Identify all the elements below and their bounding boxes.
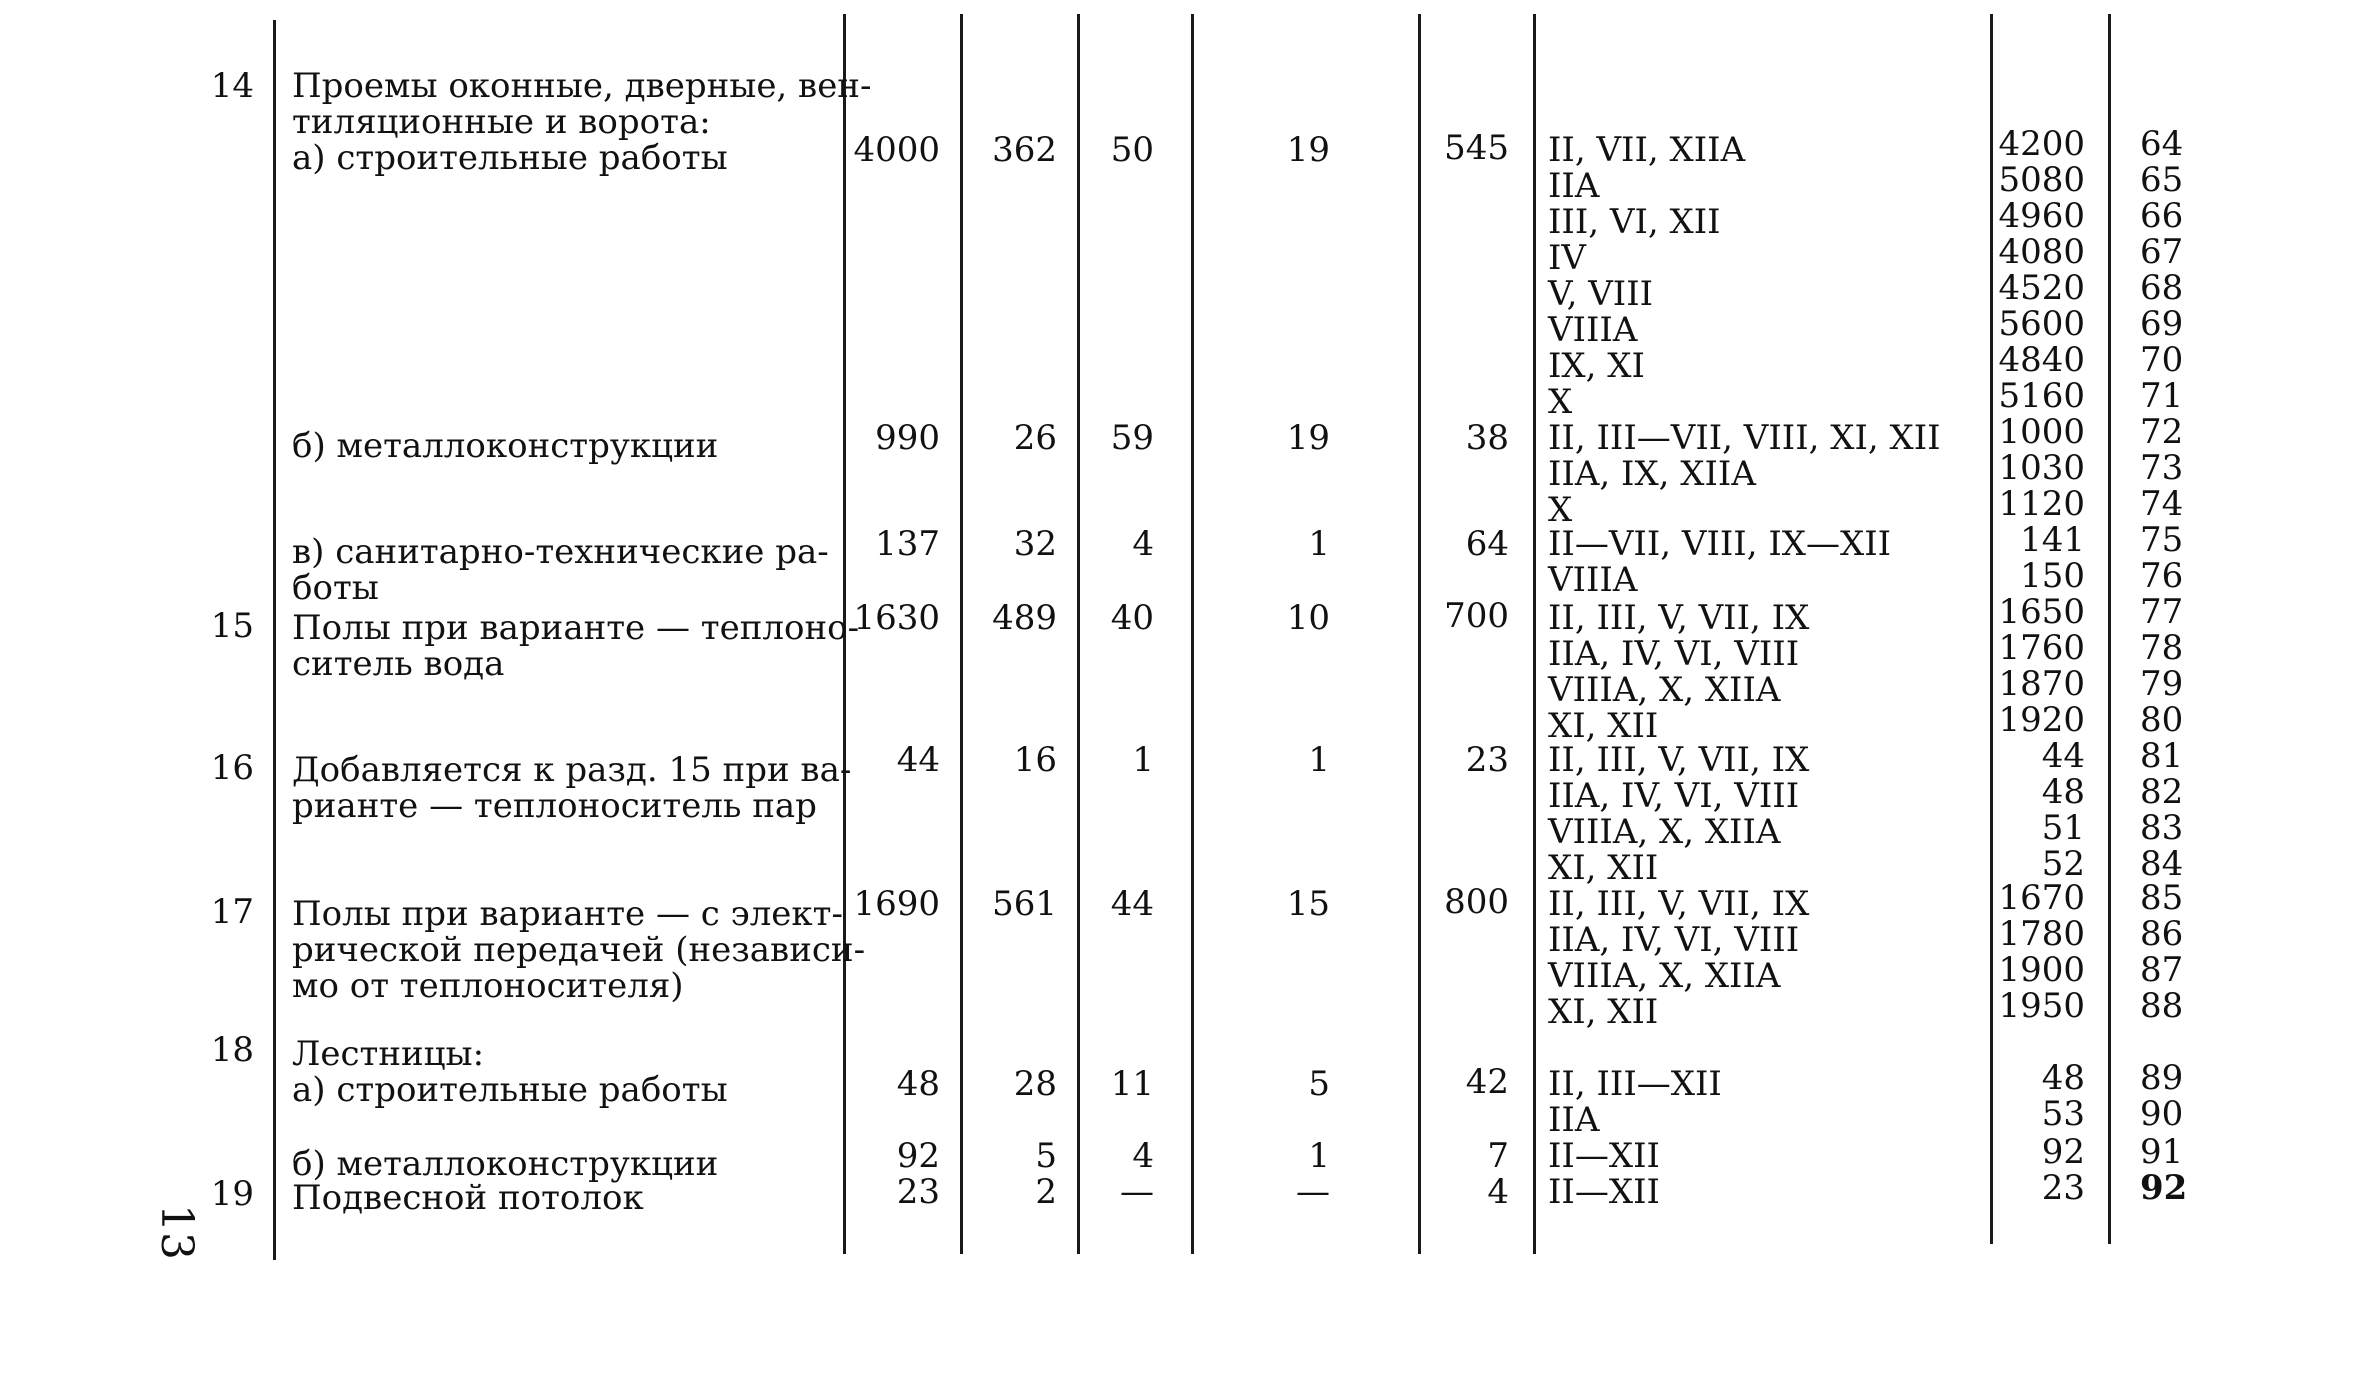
cell-col2: 32 [1013,524,1057,564]
cell-refs: 91 [2140,1132,2184,1172]
cell-col5: 64 [1465,524,1509,564]
cell-col1: 44 [896,740,940,780]
cell-types: II, III, V, VII, IX IIA, IV, VI, VIII VIIIA, X, XIIA XI, XII [1548,598,1810,746]
row-number: 19 [210,1174,254,1214]
cell-refs: 64 65 66 67 68 69 70 71 [2140,124,2184,416]
row-number: 17 [210,892,254,932]
cell-types: II, III, V, VII, IX IIA, IV, VI, VIII VIIIA, X, XIIA XI, XII [1548,884,1810,1032]
cell-col3: 4 [1132,1136,1154,1176]
row-description: Полы при варианте — теплоно- ситель вода [292,608,860,684]
cell-col2: 362 [992,130,1057,170]
row-description: Полы при варианте — с элект- рической передачей (независи- мо от теплоносителя) [292,894,866,1006]
cell-values: 141 150 [2020,520,2085,596]
cell-col2: 26 [1013,418,1057,458]
row-description: Лестницы: а) строительные работы [292,1034,728,1110]
cell-col5: 42 [1465,1062,1509,1102]
cell-col1: 137 [875,524,940,564]
cell-col3: — [1120,1172,1154,1212]
cell-col4: 10 [1286,598,1330,638]
cell-types: II, III—XII IIA [1548,1064,1722,1140]
column-rule [2108,14,2111,1244]
cell-values: 23 [2041,1168,2085,1208]
cell-col5: 800 [1444,882,1509,922]
cell-col2: 489 [992,598,1057,638]
cell-values: 1650 1760 1870 1920 [1998,592,2085,740]
cell-col1: 1630 [853,598,940,638]
cell-col5: 700 [1444,596,1509,636]
column-rule [273,20,276,1260]
cell-types: II—XII [1548,1172,1660,1212]
cell-col4: — [1296,1172,1330,1212]
cell-col1: 48 [896,1064,940,1104]
column-rule [1418,14,1421,1254]
cell-col4: 5 [1308,1064,1330,1104]
row-number: 14 [210,66,254,106]
cell-values: 1000 1030 1120 [1998,412,2085,524]
cell-col4: 1 [1308,524,1330,564]
cell-col5: 23 [1465,740,1509,780]
row-description: Подвесной потолок [292,1178,644,1218]
cell-col2: 5 [1035,1136,1057,1176]
cell-col1: 92 [896,1136,940,1176]
cell-col1: 4000 [853,130,940,170]
cell-col3: 50 [1110,130,1154,170]
cell-col1: 990 [875,418,940,458]
row-description: б) металлоконструкции [292,426,719,466]
column-rule [1077,14,1080,1254]
cell-col2: 2 [1035,1172,1057,1212]
cell-col5: 4 [1487,1172,1509,1212]
cell-col2: 28 [1013,1064,1057,1104]
cell-col4: 19 [1286,418,1330,458]
cell-col5: 545 [1444,128,1509,168]
row-description: Проемы оконные, дверные, вен- тиляционные и ворота: а) строительные работы [292,66,872,178]
row-description: в) санитарно-технические ра- боты [292,532,829,608]
cell-values: 44 48 51 52 [2041,736,2085,884]
cell-col3: 44 [1110,884,1154,924]
cell-values: 1670 1780 1900 1950 [1998,878,2085,1026]
cell-col3: 59 [1110,418,1154,458]
cell-types: II—XII [1548,1136,1660,1176]
row-number: 15 [210,606,254,646]
cell-types: II—VII, VIII, IX—XII VIIIA [1548,524,1892,600]
cell-values: 4200 5080 4960 4080 4520 5600 4840 5160 [1998,124,2085,416]
cell-refs: 81 82 83 84 [2140,736,2184,884]
cell-col3: 4 [1132,524,1154,564]
column-rule [1191,14,1194,1254]
cell-col1: 23 [896,1172,940,1212]
cell-col4: 1 [1308,1136,1330,1176]
cell-refs: 89 90 [2140,1058,2184,1134]
cell-refs: 92 [2140,1168,2188,1208]
cell-col3: 1 [1132,740,1154,780]
cell-col4: 15 [1286,884,1330,924]
cell-refs: 77 78 79 80 [2140,592,2184,740]
column-rule [1533,14,1536,1254]
cell-col2: 561 [992,884,1057,924]
cell-col5: 38 [1465,418,1509,458]
cell-types: II, III—VII, VIII, XI, XII IIA, IX, XIIA X [1548,418,1941,530]
cell-col4: 1 [1308,740,1330,780]
cell-refs: 72 73 74 [2140,412,2184,524]
cell-col3: 11 [1110,1064,1154,1104]
column-rule [960,14,963,1254]
page-number: 13 [151,1204,202,1260]
cell-types: II, VII, XIIA IIA III, VI, XII IV V, VIII VIIIA IX, XI X [1548,130,1746,422]
cell-values: 48 53 [2041,1058,2085,1134]
cell-col3: 40 [1110,598,1154,638]
row-description: Добавляется к разд. 15 при ва- рианте — теплоноситель пар [292,750,852,826]
cell-refs: 85 86 87 88 [2140,878,2184,1026]
row-description: б) металлоконструкции [292,1144,719,1184]
cell-col2: 16 [1013,740,1057,780]
column-rule [1990,14,1993,1244]
cell-refs: 75 76 [2140,520,2184,596]
cell-col1: 1690 [853,884,940,924]
cell-values: 92 [2041,1132,2085,1172]
row-number: 16 [210,748,254,788]
cell-col4: 19 [1286,130,1330,170]
cell-types: II, III, V, VII, IX IIA, IV, VI, VIII VIIIA, X, XIIA XI, XII [1548,740,1810,888]
cell-col5: 7 [1487,1136,1509,1176]
row-number: 18 [210,1030,254,1070]
